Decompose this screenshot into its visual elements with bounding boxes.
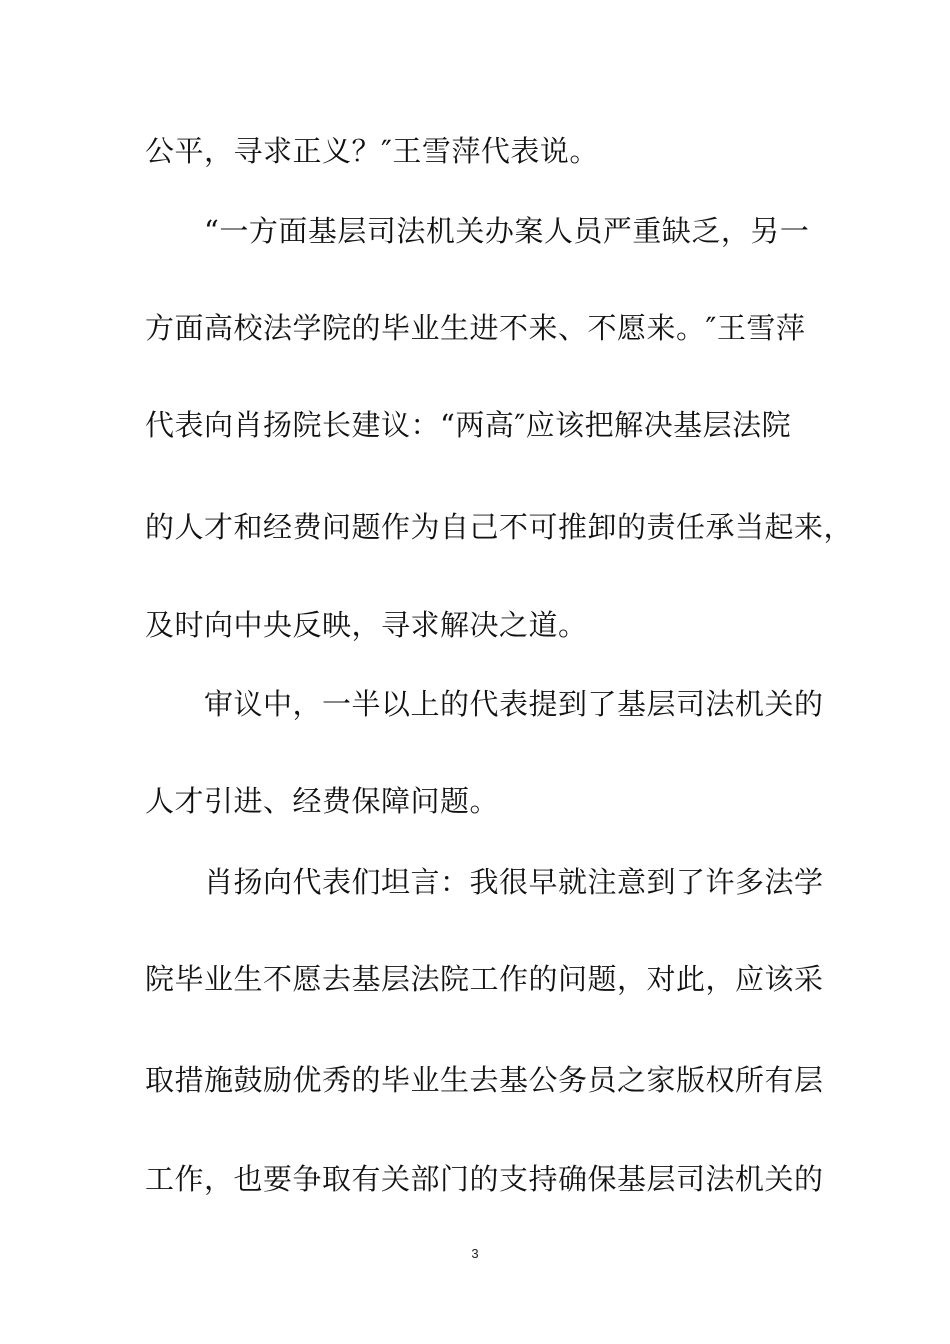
text-line: 方面高校法学院的毕业生进不来、不愿来。″王雪萍 (145, 311, 806, 345)
text-line: 代表向肖扬院长建议：“两高″应该把解决基层法院 (145, 408, 792, 442)
text-line: 审议中，一半以上的代表提到了基层司法机关的 (145, 687, 824, 721)
page-number: 3 (471, 1246, 479, 1261)
text-line: 及时向中央反映，寻求解决之道。 (145, 608, 588, 642)
text-line: 取措施鼓励优秀的毕业生去基公务员之家版权所有层 (145, 1063, 824, 1097)
text-line: 公平，寻求正义？″王雪萍代表说。 (145, 134, 599, 168)
text-line: 工作，也要争取有关部门的支持确保基层司法机关的 (145, 1162, 824, 1196)
text-line: 人才引进、经费保障问题。 (145, 784, 500, 818)
text-line: 院毕业生不愿去基层法院工作的问题，对此，应该采 (145, 962, 824, 996)
text-line: “一方面基层司法机关办案人员严重缺乏，另一 (145, 214, 810, 248)
text-line: 的人才和经费问题作为自己不可推卸的责任承当起来， (145, 510, 854, 544)
text-line: 肖扬向代表们坦言：我很早就注意到了许多法学 (145, 865, 824, 899)
